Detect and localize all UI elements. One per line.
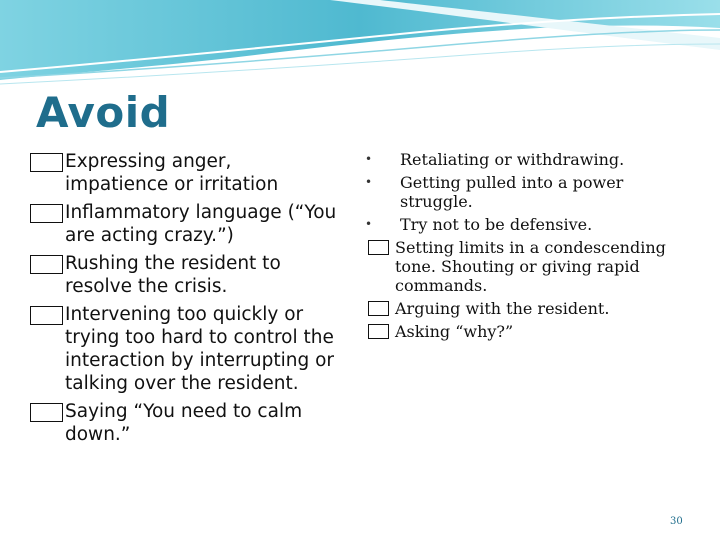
- left-column-list: [30, 150, 340, 451]
- list-item: [368, 322, 668, 341]
- list-item: [30, 150, 340, 196]
- checkbox-glyph-icon: [30, 403, 63, 422]
- list-item-text: Saying “You need to calm down.”: [65, 401, 303, 445]
- list-item-text: Expressing anger, impatience or irritation: [65, 151, 279, 195]
- list-item-text: Rushing the resident to resolve the crisis.: [65, 253, 281, 297]
- list-item: [365, 215, 668, 234]
- list-item: [30, 303, 340, 395]
- checkbox-glyph-icon: [368, 240, 389, 255]
- list-item-text: Inflammatory language (“You are acting crazy.”): [65, 202, 337, 246]
- list-item: [30, 252, 340, 298]
- list-item: [365, 150, 668, 169]
- slide-title: Avoid: [36, 88, 171, 137]
- checkbox-glyph-icon: [30, 153, 63, 172]
- checkbox-glyph-icon: [368, 301, 389, 316]
- list-item: [365, 173, 668, 211]
- list-item-text: Try not to be defensive.: [400, 215, 593, 234]
- header-wave-decoration: [0, 0, 720, 90]
- list-item: [30, 201, 340, 247]
- right-column-list: [365, 150, 668, 345]
- bullet-dot-icon: •: [365, 152, 373, 166]
- checkbox-glyph-icon: [30, 204, 63, 223]
- list-item-text: Retaliating or withdrawing.: [400, 150, 625, 169]
- checkbox-glyph-icon: [30, 255, 63, 274]
- list-item: [368, 299, 668, 318]
- list-item-text: Arguing with the resident.: [395, 299, 610, 318]
- list-item: [368, 238, 668, 295]
- checkbox-glyph-icon: [368, 324, 389, 339]
- bullet-dot-icon: •: [365, 175, 373, 189]
- list-item-text: Intervening too quickly or trying too hard to control the interaction by interrupting or talking over the resident.: [65, 304, 335, 394]
- list-item-text: Setting limits in a condescending tone. Shouting or giving rapid commands.: [395, 238, 666, 295]
- bullet-dot-icon: •: [365, 217, 373, 231]
- checkbox-glyph-icon: [30, 306, 63, 325]
- list-item-text: Getting pulled into a power struggle.: [400, 173, 624, 211]
- page-number: 30: [670, 516, 683, 527]
- list-item: [30, 400, 340, 446]
- list-item-text: Asking “why?”: [395, 322, 514, 341]
